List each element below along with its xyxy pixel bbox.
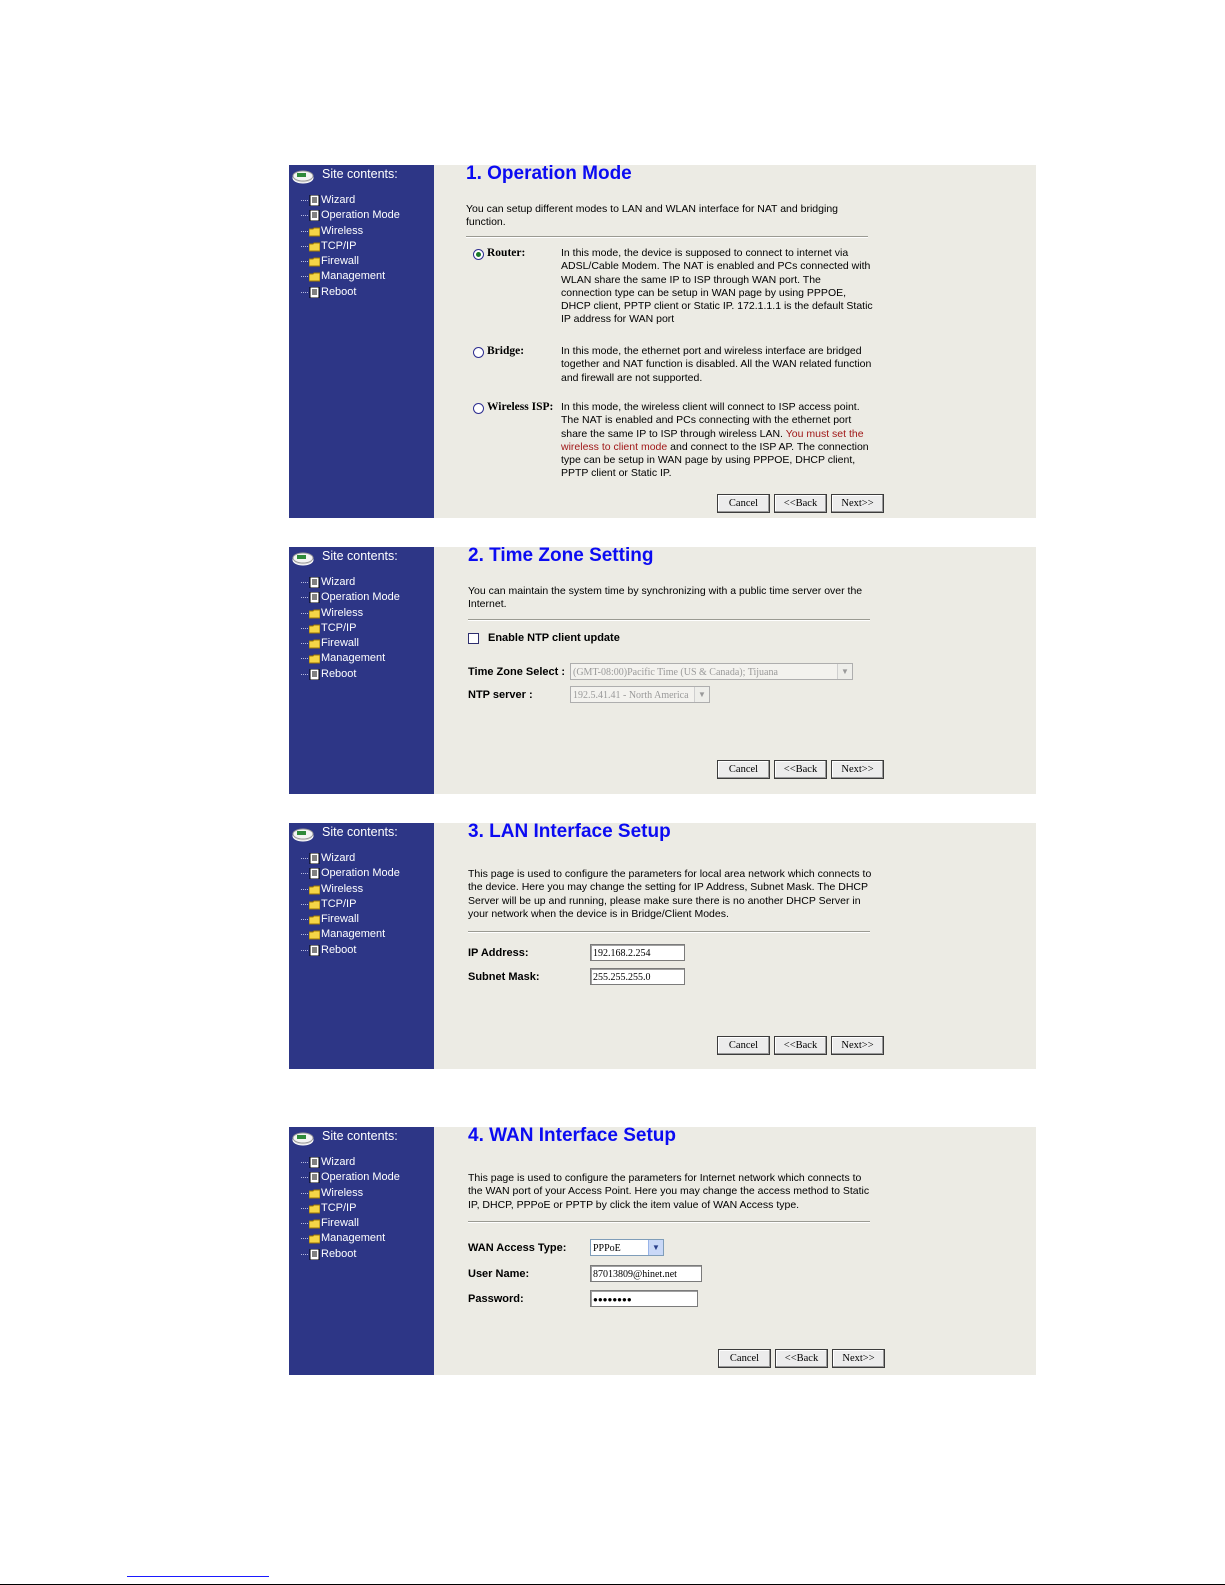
- wizard-buttons: [718, 1349, 885, 1368]
- cancel-button[interactable]: Cancel: [717, 494, 770, 513]
- ip-address-label: IP Address:: [468, 947, 529, 959]
- sidebar-item-management[interactable]: Management: [301, 927, 400, 942]
- sidebar: [289, 547, 434, 794]
- folder-icon: [309, 623, 320, 634]
- lan-interface-panel: [289, 823, 1036, 1069]
- ntp-server-select[interactable]: 192.5.41.41 - North America ▼: [570, 686, 710, 703]
- wan-interface-panel: [289, 1127, 1036, 1375]
- site-contents-header: Site contents:: [292, 1129, 317, 1147]
- wan-access-type-select[interactable]: PPPoE ▼: [590, 1239, 664, 1256]
- next-button[interactable]: Next>>: [831, 760, 884, 779]
- page-icon: [309, 577, 320, 588]
- sidebar: [289, 165, 434, 518]
- ntp-server-label: NTP server :: [468, 689, 533, 701]
- back-button[interactable]: <<Back: [774, 1036, 827, 1055]
- sidebar-item-firewall[interactable]: Firewall: [301, 912, 400, 927]
- wireless-isp-radio[interactable]: [473, 403, 484, 414]
- sidebar-item-firewall[interactable]: Firewall: [301, 1216, 400, 1231]
- sidebar-item-wizard[interactable]: Wizard: [301, 193, 400, 208]
- page-description: You can maintain the system time by synchronizing with a public time server over the Internet.: [468, 585, 863, 611]
- cancel-button[interactable]: Cancel: [718, 1349, 771, 1368]
- page-icon: [309, 592, 320, 603]
- sidebar-item-wireless[interactable]: Wireless: [301, 882, 400, 897]
- router-label: Router:: [487, 247, 526, 259]
- enable-ntp-checkbox[interactable]: [468, 633, 479, 644]
- sidebar-item-tcpip[interactable]: TCP/IP: [301, 1201, 400, 1216]
- mode-bridge: [466, 345, 876, 385]
- bridge-description: In this mode, the ethernet port and wireless interface are bridged together and NAT function is disabled. All the WAN related function and firewall are not supported.: [561, 345, 872, 384]
- sidebar-item-wizard[interactable]: Wizard: [301, 575, 400, 590]
- divider: [468, 619, 870, 621]
- page-title: 4. WAN Interface Setup: [468, 1125, 676, 1146]
- page-description: This page is used to configure the parameters for local area network which connects to the device. Here you may change the setting for IP Address, Subnet Mask. The DHCP Server will be up and running, please make sure there is no another DHCP Server in your network when the device is in Bridge/Client Modes.: [468, 868, 872, 921]
- divider: [468, 1221, 870, 1223]
- page-icon: [309, 1249, 320, 1260]
- wireless-isp-label: Wireless ISP:: [487, 401, 554, 413]
- user-name-input[interactable]: 87013809@hinet.net: [590, 1265, 702, 1282]
- wizard-buttons: [717, 1036, 884, 1055]
- next-button[interactable]: Next>>: [831, 494, 884, 513]
- folder-icon: [309, 929, 320, 940]
- next-button[interactable]: Next>>: [831, 1036, 884, 1055]
- password-input[interactable]: ●●●●●●●●: [590, 1290, 698, 1307]
- footnote-separator: [127, 1576, 269, 1577]
- back-button[interactable]: <<Back: [774, 494, 827, 513]
- site-contents-header: Site contents:: [292, 167, 317, 185]
- client-mode-warning: You must set the wireless to client mode: [561, 427, 864, 453]
- page-icon: [309, 669, 320, 680]
- sidebar-item-operation-mode[interactable]: Operation Mode: [301, 866, 400, 881]
- chevron-down-icon: ▼: [648, 1240, 663, 1255]
- sidebar: [289, 823, 434, 1069]
- wireless-isp-description: In this mode, the wireless client will connect to ISP access point. The NAT is enabled and PCs connecting with the ethernet port share the same IP to ISP through wireless LAN. You must set the wireless to client mode and connect to the ISP AP. The connection type can be setup in WAN page by using PPPOE, DHCP client, PPTP client or Static IP.: [561, 401, 869, 480]
- sidebar-item-wizard[interactable]: Wizard: [301, 1155, 400, 1170]
- sidebar-item-wireless[interactable]: Wireless: [301, 1186, 400, 1201]
- folder-icon: [309, 914, 320, 925]
- folder-icon: [309, 899, 320, 910]
- sidebar: [289, 1127, 434, 1375]
- time-zone-label: Time Zone Select :: [468, 666, 565, 678]
- page-title: 2. Time Zone Setting: [468, 545, 654, 566]
- sidebar-item-operation-mode[interactable]: Operation Mode: [301, 208, 400, 223]
- folder-icon: [309, 241, 320, 252]
- page-icon: [309, 287, 320, 298]
- folder-icon: [309, 638, 320, 649]
- sidebar-item-wizard[interactable]: Wizard: [301, 851, 400, 866]
- sidebar-item-tcpip[interactable]: TCP/IP: [301, 897, 400, 912]
- bridge-radio[interactable]: [473, 347, 484, 358]
- sidebar-item-tcpip[interactable]: TCP/IP: [301, 621, 400, 636]
- page-title: 1. Operation Mode: [466, 163, 632, 184]
- sidebar-item-reboot[interactable]: Reboot: [301, 943, 400, 958]
- page-icon: [309, 195, 320, 206]
- page-icon: [309, 945, 320, 956]
- page-icon: [309, 210, 320, 221]
- page-icon: [309, 868, 320, 879]
- drive-icon: [292, 549, 314, 567]
- cancel-button[interactable]: Cancel: [717, 1036, 770, 1055]
- next-button[interactable]: Next>>: [832, 1349, 885, 1368]
- sidebar-item-reboot[interactable]: Reboot: [301, 667, 400, 682]
- divider: [468, 931, 870, 933]
- cancel-button[interactable]: Cancel: [717, 760, 770, 779]
- router-description: In this mode, the device is supposed to connect to internet via ADSL/Cable Modem. The NAT is enabled and PCs connected with WLAN share the same IP to ISP through WAN port. The connection type can be setup in WAN page by using PPPOE, DHCP client, PPTP client or Static IP. 172.1.1.1 is the default Static IP address for WAN port: [561, 247, 873, 326]
- sidebar-item-management[interactable]: Management: [301, 269, 400, 284]
- mode-router: [466, 247, 876, 327]
- wan-access-type-label: WAN Access Type:: [468, 1242, 567, 1254]
- time-zone-select[interactable]: (GMT-08:00)Pacific Time (US & Canada); Tijuana ▼: [570, 663, 853, 680]
- folder-icon: [309, 226, 320, 237]
- wizard-buttons: [717, 494, 884, 513]
- sidebar-item-firewall[interactable]: Firewall: [301, 254, 400, 269]
- folder-icon: [309, 1218, 320, 1229]
- bridge-label: Bridge:: [487, 345, 525, 357]
- back-button[interactable]: <<Back: [774, 760, 827, 779]
- folder-icon: [309, 1233, 320, 1244]
- folder-icon: [309, 271, 320, 282]
- password-label: Password:: [468, 1293, 524, 1305]
- page-title: 3. LAN Interface Setup: [468, 821, 671, 842]
- divider: [466, 236, 868, 238]
- router-radio[interactable]: [473, 249, 484, 260]
- sidebar-item-operation-mode[interactable]: Operation Mode: [301, 1170, 400, 1185]
- sidebar-item-tcpip[interactable]: TCP/IP: [301, 239, 400, 254]
- enable-ntp-label: Enable NTP client update: [488, 632, 620, 644]
- sidebar-item-reboot[interactable]: Reboot: [301, 1247, 400, 1262]
- folder-icon: [309, 653, 320, 664]
- sidebar-item-firewall[interactable]: Firewall: [301, 636, 400, 651]
- subnet-mask-label: Subnet Mask:: [468, 971, 540, 983]
- ip-address-input[interactable]: 192.168.2.254: [590, 944, 685, 961]
- operation-mode-panel: [289, 165, 1036, 518]
- time-zone-panel: [289, 547, 1036, 794]
- user-name-label: User Name:: [468, 1268, 530, 1280]
- sidebar-item-management[interactable]: Management: [301, 1231, 400, 1246]
- sidebar-item-operation-mode[interactable]: Operation Mode: [301, 590, 400, 605]
- subnet-mask-input[interactable]: 255.255.255.0: [590, 968, 685, 985]
- folder-icon: [309, 1203, 320, 1214]
- chevron-down-icon: ▼: [694, 687, 709, 702]
- sidebar-item-wireless[interactable]: Wireless: [301, 606, 400, 621]
- site-contents-header: Site contents:: [292, 549, 317, 567]
- sidebar-item-reboot[interactable]: Reboot: [301, 285, 400, 300]
- page-icon: [309, 853, 320, 864]
- sidebar-item-wireless[interactable]: Wireless: [301, 224, 400, 239]
- wizard-buttons: [717, 760, 884, 779]
- page-icon: [309, 1172, 320, 1183]
- folder-icon: [309, 256, 320, 267]
- folder-icon: [309, 608, 320, 619]
- page-icon: [309, 1157, 320, 1168]
- drive-icon: [292, 1129, 314, 1147]
- folder-icon: [309, 1188, 320, 1199]
- sidebar-item-management[interactable]: Management: [301, 651, 400, 666]
- drive-icon: [292, 167, 314, 185]
- drive-icon: [292, 825, 314, 843]
- site-contents-header: Site contents:: [292, 825, 317, 843]
- mode-wireless-isp: [466, 401, 876, 481]
- chevron-down-icon: ▼: [837, 664, 852, 679]
- page-description: You can setup different modes to LAN and WLAN interface for NAT and bridging function.: [466, 203, 838, 229]
- page-description: This page is used to configure the parameters for Internet network which connects to the WAN port of your Access Point. Here you may change the access method to Static IP, DHCP, PPPoE or PPTP by click the item value of WAN Access type.: [468, 1172, 870, 1211]
- back-button[interactable]: <<Back: [775, 1349, 828, 1368]
- folder-icon: [309, 884, 320, 895]
